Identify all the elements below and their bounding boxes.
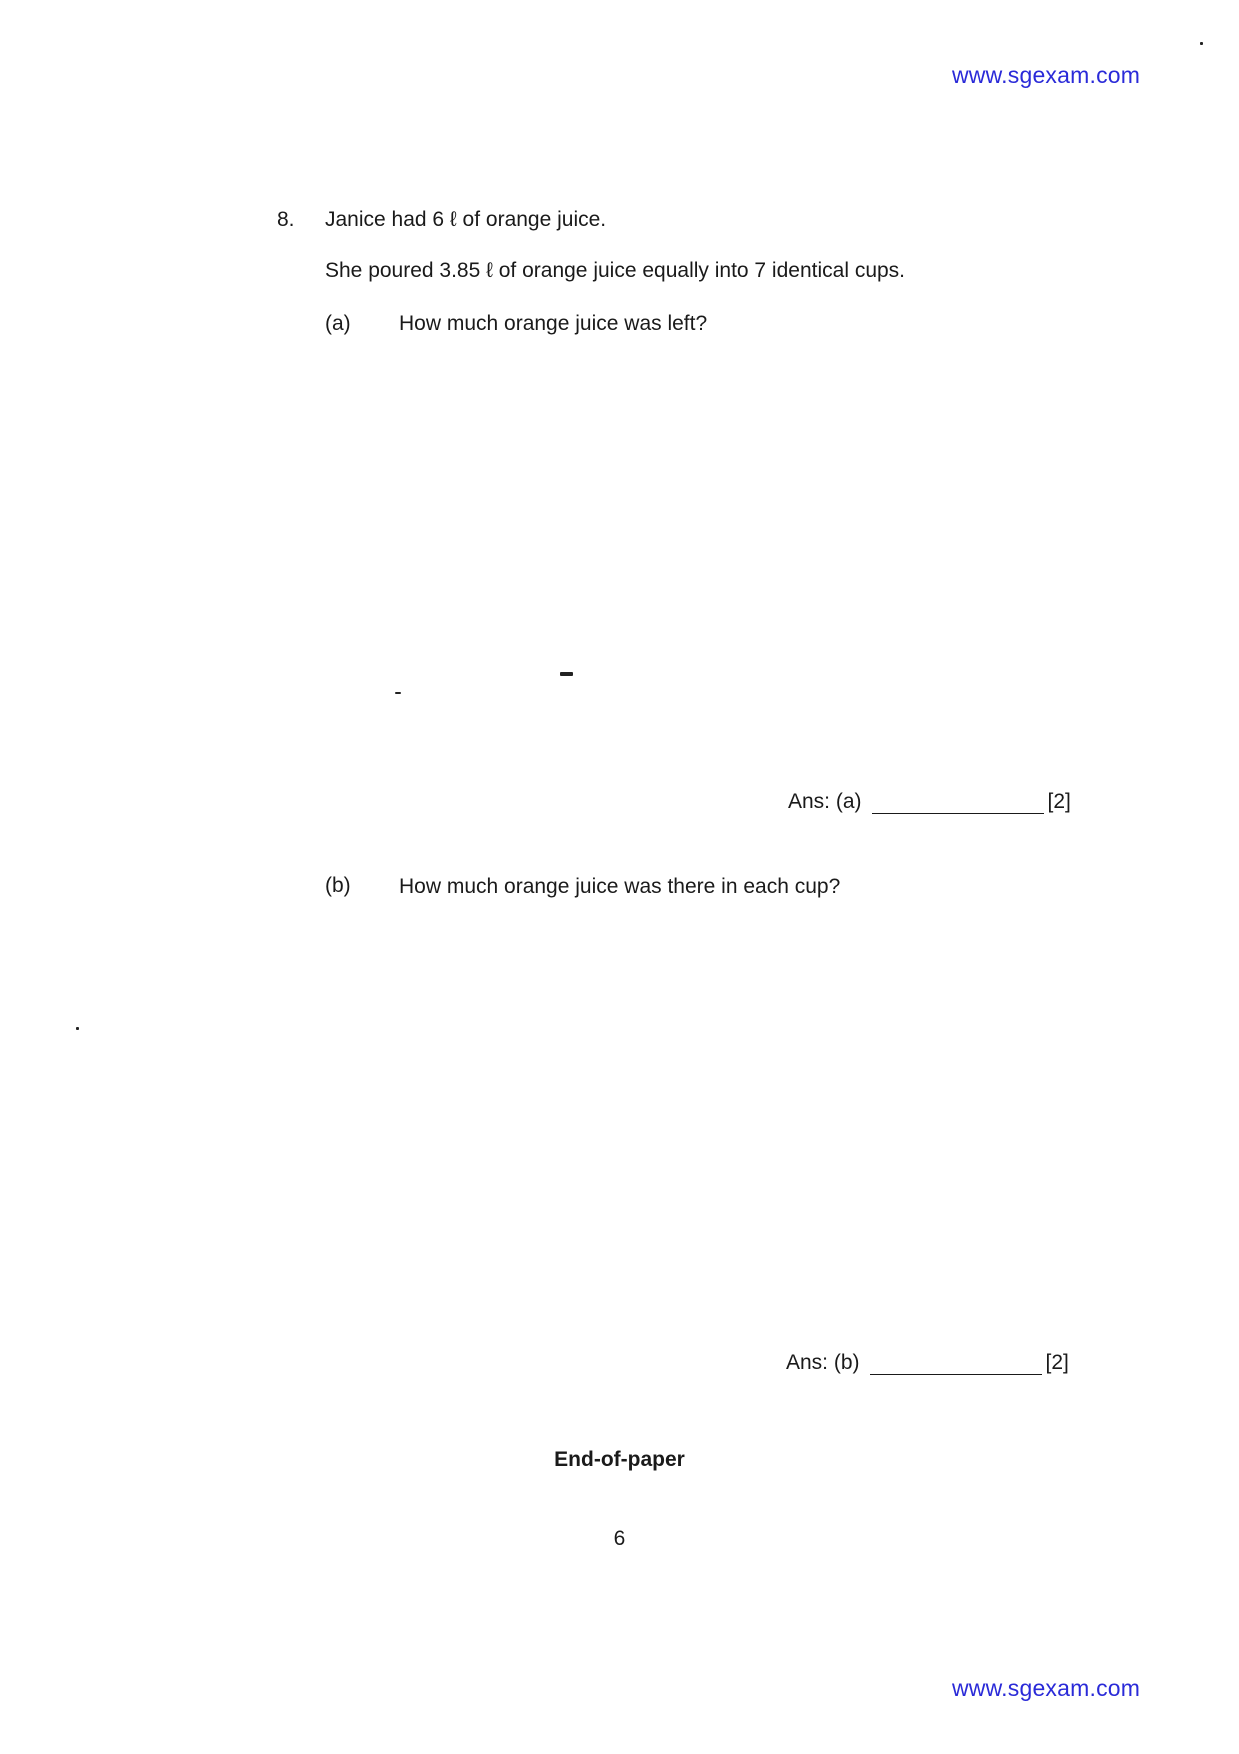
part-b-text: How much orange juice was there in each cup? [399, 875, 841, 898]
answer-a-label: Ans: (a) [788, 790, 862, 813]
end-of-paper: End-of-paper [554, 1448, 685, 1471]
watermark-bottom: www.sgexam.com [952, 1675, 1141, 1701]
part-b-label: (b) [325, 874, 351, 897]
question-line-2: She poured 3.85 ℓ of orange juice equally into 7 identical cups. [325, 259, 906, 282]
scan-speck [1200, 42, 1203, 45]
part-a-text: How much orange juice was left? [399, 312, 708, 335]
scan-speck [76, 1027, 79, 1030]
part-a-label: (a) [325, 312, 351, 335]
answer-b-label: Ans: (b) [786, 1351, 860, 1374]
answer-b-marks: [2] [1045, 1351, 1069, 1374]
page-number: 6 [613, 1527, 626, 1550]
question-number: 8. [277, 208, 295, 231]
answer-a-blank[interactable] [872, 795, 1044, 814]
answer-b-blank[interactable] [870, 1356, 1042, 1375]
answer-a [788, 790, 1071, 814]
answer-b [786, 1351, 1069, 1375]
scan-speck [560, 672, 573, 676]
answer-a-marks: [2] [1047, 790, 1071, 813]
scan-speck [395, 692, 401, 694]
watermark-top: www.sgexam.com [952, 62, 1141, 88]
question-line-1: Janice had 6 ℓ of orange juice. [325, 208, 607, 231]
